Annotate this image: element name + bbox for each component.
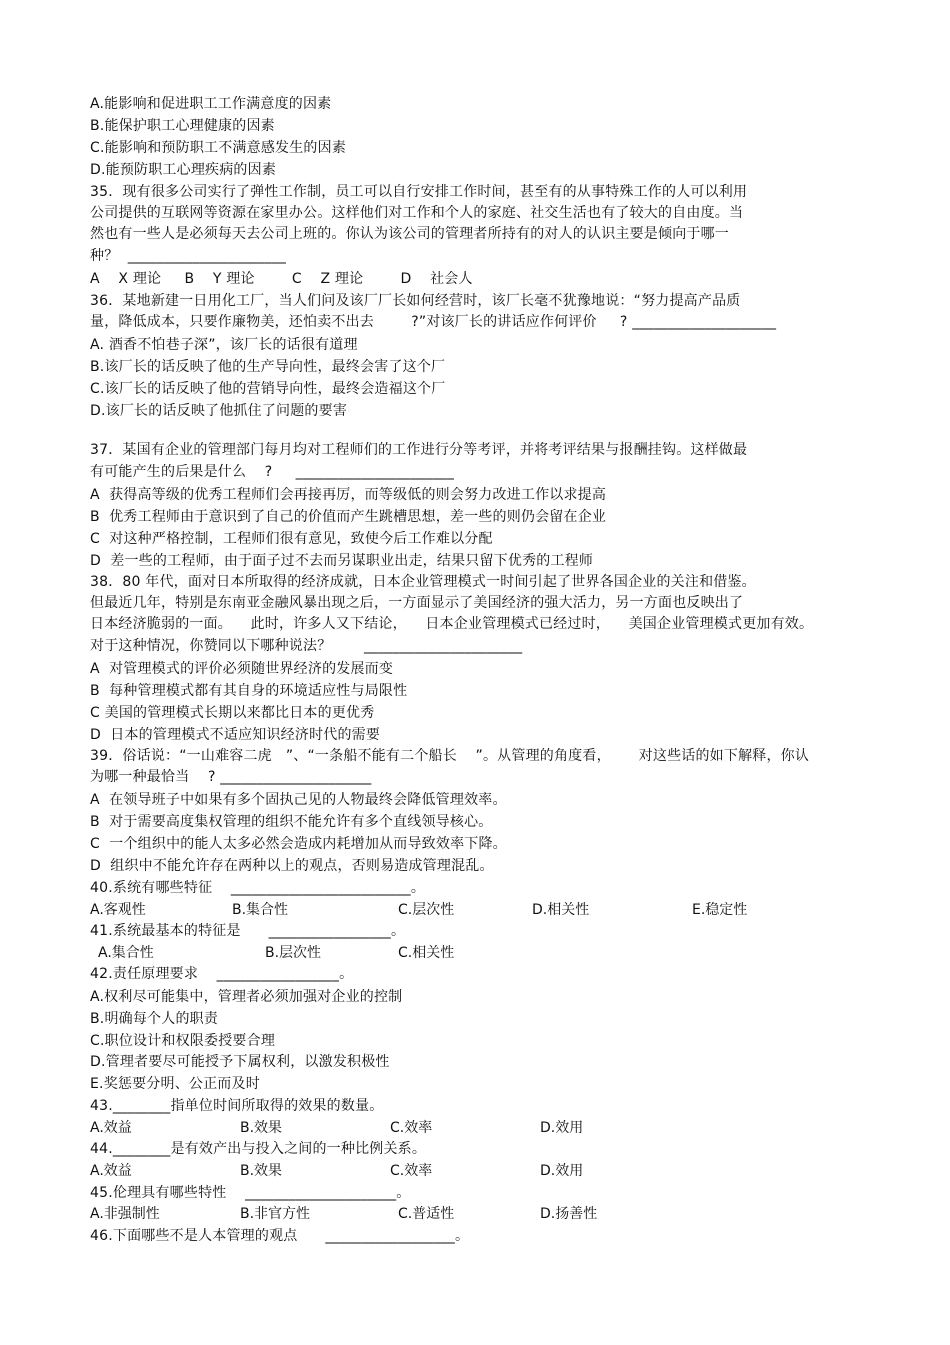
q38-text-line: 日本经济脆弱的一面。 此时，许多人又下结论， 日本企业管理模式已经过时， 美国企业管理模式更加有效。 (90, 616, 814, 632)
q36-option-b: B.该厂长的话反映了他的生产导向性，最终会害了这个厂 (90, 359, 446, 375)
option: C.效率 (390, 1163, 433, 1179)
q42-option-d: D.管理者要尽可能授予下属权利，以激发积极性 (90, 1054, 390, 1070)
q38-option-a: A 对管理模式的评价必须随世界经济的发展而变 (90, 661, 394, 677)
q35-text-line: 公司提供的互联网等资源在家里办公。这样他们对工作和个人的家庭、社交生活也有了较大的自由度。当 (90, 205, 744, 221)
q34-option-a: A.能影响和促进职工工作满意度的因素 (90, 96, 332, 112)
q42-option-e: E.奖惩要分明、公正而及时 (90, 1076, 260, 1092)
option: A.效益 (90, 1120, 132, 1136)
option: D.相关性 (532, 902, 590, 918)
q37-text-line: 37．某国有企业的管理部门每月均对工程师们的工作进行分等考评，并将考评结果与报酬挂钩。这样做最 (90, 442, 748, 458)
q34-option-d: D.能预防职工心理疾病的因素 (90, 162, 277, 178)
option: B.集合性 (232, 902, 289, 918)
q38-text-line: 但最近几年，特别是东南亚金融风暴出现之后，一方面显示了美国经济的强大活力，另一方面也反映出了 (90, 595, 744, 611)
option: D.扬善性 (540, 1206, 598, 1222)
q38-option-b: B 每种管理模式都有其自身的环境适应性与局限性 (90, 683, 408, 699)
option: E.稳定性 (692, 902, 748, 918)
q36-option-c: C.该厂长的话反映了他的营销导向性，最终会造福这个厂 (90, 381, 446, 397)
option: D.效用 (540, 1120, 584, 1136)
option: D.效用 (540, 1163, 584, 1179)
q39-text-line: 39．俗话说：“一山难容二虎 ”、“一条船不能有二个船长 ”。从管理的角度看， 对这些话的如下解释，你认 (90, 748, 810, 764)
q34-option-b: B.能保护职工心理健康的因素 (90, 118, 275, 134)
option: C.层次性 (398, 902, 455, 918)
q42-option-c: C.职位设计和权限委授要合理 (90, 1033, 276, 1049)
q45-text: 45.伦理具有哪些特性 _____________________。 (90, 1185, 411, 1201)
q38-text-line: 对于这种情况，你赞同以下哪种说法？ ______________________ (90, 638, 523, 654)
q46-text: 46.下面哪些不是人本管理的观点 __________________。 (90, 1228, 470, 1244)
q36-text-line: 量，降低成本，只要作廉物美，还怕卖不出去 ?”对该厂长的讲话应作何评价 ? ____________________ (90, 314, 777, 330)
option: B.效果 (240, 1163, 283, 1179)
q37-text-line: 有可能产生的后果是什么 ? ______________________ (90, 464, 455, 480)
option: A.效益 (90, 1163, 132, 1179)
q34-option-c: C.能影响和预防职工不满意感发生的因素 (90, 140, 347, 156)
q39-option-c: C 一个组织中的能人太多必然会造成内耗增加从而导致效率下降。 (90, 836, 507, 852)
q35-options: A X 理论 B Y 理论 C Z 理论 D 社会人 (90, 271, 473, 287)
q43-text: 43.________指单位时间所取得的效果的数量。 (90, 1098, 384, 1114)
q38-text-line: 38．80 年代，面对日本所取得的经济成就，日本企业管理模式一时间引起了世界各国企业的关注和借鉴。 (90, 574, 756, 590)
q39-option-b: B 对于需要高度集权管理的组织不能允许有多个直线领导核心。 (90, 814, 493, 830)
option: B.非官方性 (240, 1206, 311, 1222)
q39-option-a: A 在领导班子中如果有多个固执己见的人物最终会降低管理效率。 (90, 792, 507, 808)
q44-text: 44.________是有效产出与投入之间的一种比例关系。 (90, 1141, 427, 1157)
q38-option-d: D 日本的管理模式不适应知识经济时代的需要 (90, 727, 381, 743)
q40-text: 40.系统有哪些特征 _________________________。 (90, 880, 426, 896)
q35-text-line: 然也有一些人是必须每天去公司上班的。你认为该公司的管理者所持有的对人的认识主要是倾向于哪一 (90, 226, 729, 242)
q36-text-line: 36．某地新建一日用化工厂，当人们问及该厂厂长如何经营时，该厂长毫不犹豫地说：“努力提高产品质 (90, 293, 741, 309)
option: C.普适性 (398, 1206, 455, 1222)
q37-option-b: B 优秀工程师由于意识到了自己的价值而产生跳槽思想，差一些的则仍会留在企业 (90, 509, 607, 525)
q35-text-line: 35．现有很多公司实行了弹性工作制，员工可以自行安排工作时间，甚至有的从事特殊工作的人可以利用 (90, 184, 748, 200)
q35-text-line: 种？ ______________________ (90, 248, 287, 264)
q36-option-a: A. 酒香不怕巷子深”，该厂长的话很有道理 (90, 337, 358, 353)
q39-text-line: 为哪一种最恰当 ? _____________________ (90, 769, 372, 785)
q42-text: 42.责任原理要求 _________________。 (90, 966, 354, 982)
option: C.效率 (390, 1120, 433, 1136)
option: A.非强制性 (90, 1206, 160, 1222)
q37-option-d: D 差一些的工程师，由于面子过不去而另谋职业出走，结果只留下优秀的工程师 (90, 553, 594, 569)
option: C.相关性 (398, 945, 455, 961)
q37-option-a: A 获得高等级的优秀工程师们会再接再厉，而等级低的则会努力改进工作以求提高 (90, 487, 607, 503)
option: B.效果 (240, 1120, 283, 1136)
q41-text: 41.系统最基本的特征是 _________________。 (90, 923, 406, 939)
q38-option-c: C 美国的管理模式长期以来都比日本的更优秀 (90, 705, 375, 721)
q39-option-d: D 组织中不能允许存在两种以上的观点，否则易造成管理混乱。 (90, 858, 494, 874)
option: A.客观性 (90, 902, 146, 918)
q37-option-c: C 对这种严格控制，工程师们很有意见，致使今后工作难以分配 (90, 531, 493, 547)
q42-option-a: A.权利尽可能集中，管理者必须加强对企业的控制 (90, 989, 403, 1005)
q36-option-d: D.该厂长的话反映了他抓住了问题的要害 (90, 403, 348, 419)
option: A.集合性 (98, 945, 154, 961)
option: B.层次性 (265, 945, 322, 961)
q42-option-b: B.明确每个人的职责 (90, 1011, 219, 1027)
